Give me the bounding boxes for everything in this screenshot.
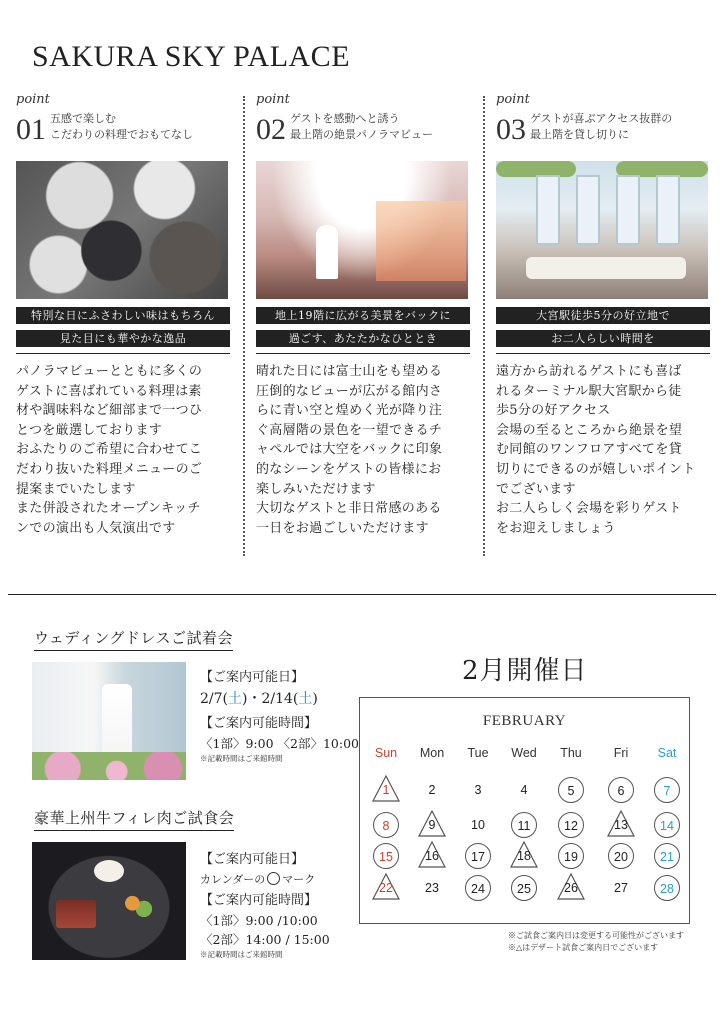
calendar-day-triangle xyxy=(608,812,634,838)
calendar-day-circled: 19 xyxy=(558,843,584,869)
point-body xyxy=(496,362,710,538)
weekday-header: Fri xyxy=(613,746,629,760)
weekday-header: Thu xyxy=(560,746,582,760)
body-line: をお迎えしましょう xyxy=(496,520,616,536)
point-label: point xyxy=(16,92,50,107)
tasting-title: 豪華上州牛フィレ肉ご試食会 xyxy=(34,807,234,831)
calendar-day-triangle xyxy=(419,812,445,838)
body-line: 歩5分の好アクセス xyxy=(496,403,611,419)
calendar-day-circled: 6 xyxy=(608,777,634,803)
calendar-day-triangle xyxy=(558,875,584,901)
weekday-header: Mon xyxy=(419,746,445,760)
calendar-day-circled: 15 xyxy=(373,843,399,869)
dessert xyxy=(94,860,124,882)
calendar-day-circled: 24 xyxy=(465,875,491,901)
caption-bar: 地上19階に広がる美景をバックに xyxy=(256,307,470,324)
body-line: 一日をお過ごしいただけます xyxy=(256,520,429,536)
body-line: ンでの演出も人気演出です xyxy=(16,520,176,536)
window xyxy=(656,175,680,245)
window xyxy=(576,175,600,245)
calendar-day-circled: 5 xyxy=(558,777,584,803)
body-line: ゲストに喜ばれている料理は素 xyxy=(16,383,202,399)
point-body xyxy=(256,362,470,538)
time-note: ※記載時間はご来館時間 xyxy=(200,950,283,959)
calendar-day-circled: 7 xyxy=(654,777,680,803)
body-line: 提案までいたします xyxy=(16,481,136,497)
day-number: 18 xyxy=(517,849,531,863)
point-header xyxy=(496,109,710,145)
body-line: らに青い空と煌めく光が降り注 xyxy=(256,403,443,419)
window xyxy=(616,175,640,245)
point-label: point xyxy=(256,92,290,107)
calendar-day-circled: 21 xyxy=(654,843,680,869)
body-line: だわり抜いた料理メニューのご xyxy=(16,461,203,477)
available-dates xyxy=(200,688,359,710)
date-text: 2/7( xyxy=(200,691,228,707)
day-number: 16 xyxy=(425,849,439,863)
point-title-line: 五感で楽しむ xyxy=(50,112,116,125)
bride-figure xyxy=(316,225,338,279)
point-column-1 xyxy=(16,92,230,538)
beef-photo xyxy=(32,842,186,960)
body-line: 切りにできるのが嬉しいポイント xyxy=(496,461,696,477)
point-title-line: ゲストが喜ぶアクセス抜群の xyxy=(530,112,673,125)
available-dates-heading: 【ご案内可能日】 xyxy=(200,670,305,685)
calendar-day: 23 xyxy=(425,881,439,895)
calendar-day-circled: 28 xyxy=(654,875,680,901)
day-number: 9 xyxy=(428,818,436,832)
body-line: む同館のワンフロアすべてを貸 xyxy=(496,442,682,458)
calendar-day: 2 xyxy=(428,783,436,797)
available-times-heading: 【ご案内可能時間】 xyxy=(200,893,318,908)
note-line: ※△はデザート試食ご案内日でございます xyxy=(508,943,659,952)
garnish xyxy=(114,888,160,926)
circle-mark-icon xyxy=(267,872,280,885)
point-header xyxy=(256,109,470,145)
calendar-day-triangle xyxy=(373,777,399,803)
note-text: マーク xyxy=(282,873,316,886)
available-times: 〈2部〉14:00 / 15:00 xyxy=(200,932,330,947)
calendar-month: FEBRUARY xyxy=(482,713,567,729)
body-line: おふたりのご希望に合わせてこ xyxy=(16,442,203,458)
point-title-line: 最上階を貸し切りに xyxy=(530,128,629,141)
caption-bar: 大宮駅徒歩5分の好立地で xyxy=(496,307,710,324)
body-line: ャペルでは大空をバックに印象 xyxy=(256,442,443,458)
body-line: 大切なゲストと非日常感のある xyxy=(256,501,442,517)
body-line: 晴れた日には富士山をも望める xyxy=(256,364,443,379)
dress-info xyxy=(200,666,359,765)
point-header xyxy=(16,109,230,145)
calendar-day-circled: 17 xyxy=(465,843,491,869)
calendar-day-circled: 25 xyxy=(511,875,537,901)
saturday-mark: 土 xyxy=(228,691,242,707)
date-text: )・2/14( xyxy=(242,691,299,707)
available-dates-heading: 【ご案内可能日】 xyxy=(200,852,305,867)
body-line: 材や調味料など細部まで一つひ xyxy=(16,403,203,419)
body-line: 圧倒的なビューが広がる館内さ xyxy=(256,383,443,399)
time-note: ※記載時間はご来館時間 xyxy=(200,754,283,763)
calendar-day-circled: 11 xyxy=(511,812,537,838)
point-number: 03 xyxy=(496,113,526,146)
banquet-table xyxy=(526,257,686,279)
flowers xyxy=(32,752,186,780)
point-title xyxy=(50,111,193,145)
calendar-day: 27 xyxy=(614,881,628,895)
body-line: とつを厳選しております xyxy=(16,422,163,438)
calendar-day-triangle xyxy=(373,875,399,901)
calendar-day-triangle xyxy=(419,843,445,869)
body-line: お二人らしく会場を彩りゲスト xyxy=(496,501,682,517)
section-divider xyxy=(8,594,716,595)
point-number: 01 xyxy=(16,113,46,146)
body-line: また併設されたオープンキッチ xyxy=(16,501,201,517)
divider xyxy=(16,353,230,354)
divider xyxy=(496,353,710,354)
point-title-line: 最上階の絶景パノラマビュー xyxy=(290,128,433,141)
banquet-photo xyxy=(496,161,708,299)
dotted-divider xyxy=(243,96,245,556)
caption-bar: 見た目にも華やかな逸品 xyxy=(16,330,230,347)
brand-title: SAKURA SKY PALACE xyxy=(32,40,351,73)
available-times: 〈1部〉9:00 〈2部〉10:00 xyxy=(200,736,359,751)
point-column-3 xyxy=(496,92,710,538)
calendar-notes xyxy=(508,930,684,954)
point-title xyxy=(530,111,672,145)
day-number: 1 xyxy=(382,783,390,797)
caption-bar: 特別な日にふさわしい味はもちろん xyxy=(16,307,230,324)
calendar-day: 4 xyxy=(520,783,528,797)
calendar-day-circled: 12 xyxy=(558,812,584,838)
sunset-window xyxy=(376,201,466,281)
point-label: point xyxy=(496,92,530,107)
calendar-day-circled: 14 xyxy=(654,812,680,838)
calendar-day: 3 xyxy=(474,783,482,797)
caption-bar: お二人らしい時間を xyxy=(496,330,710,347)
day-number: 13 xyxy=(614,818,628,832)
weekday-header: Tue xyxy=(467,746,489,760)
tasting-info xyxy=(200,848,330,961)
body-line: 的なシーンをゲストの皆様にお xyxy=(256,461,442,477)
dish-photo xyxy=(16,161,228,299)
window xyxy=(536,175,560,245)
point-title-line: こだわりの料理でおもてなし xyxy=(50,128,193,141)
dress-fitting-title: ウェディングドレスご試着会 xyxy=(34,627,233,651)
point-number: 02 xyxy=(256,113,286,146)
body-line: れるターミナル駅大宮駅から徒 xyxy=(496,383,682,399)
note-text: カレンダーの xyxy=(200,873,266,886)
point-title-line: ゲストを感動へと誘う xyxy=(290,112,400,125)
body-line: 会場の至るところから絶景を望 xyxy=(496,422,683,438)
saturday-mark: 土 xyxy=(298,691,313,707)
body-line: ぐ高層階の景色を一望できるチ xyxy=(256,422,443,438)
body-line: 遠方から訪れるゲストにも喜ば xyxy=(496,364,682,379)
dotted-divider xyxy=(483,96,485,556)
point-title xyxy=(290,111,433,145)
date-text: ) xyxy=(312,691,318,707)
point-body xyxy=(16,362,230,538)
calendar-day-circled: 20 xyxy=(608,843,634,869)
body-line: 楽しみいただけます xyxy=(256,481,376,497)
available-times: 〈1部〉9:00 /10:00 xyxy=(200,913,318,928)
caption-bar: 過ごす、あたたかなひととき xyxy=(256,330,470,347)
body-line: でございます xyxy=(496,481,576,497)
available-times-heading: 【ご案内可能時間】 xyxy=(200,716,318,731)
chapel-photo xyxy=(256,161,468,299)
point-column-2 xyxy=(256,92,470,538)
weekday-header: Sun xyxy=(374,746,398,760)
calendar xyxy=(359,697,690,924)
note-line: ※ご試食ご案内日は変更する可能性がございます xyxy=(508,931,684,940)
day-number: 22 xyxy=(379,881,393,895)
calendar-day-circled: 8 xyxy=(373,812,399,838)
weekday-header: Sat xyxy=(657,746,677,760)
calendar-mark-note xyxy=(200,870,330,889)
calendar-day: 10 xyxy=(471,818,485,832)
weekday-header: Wed xyxy=(511,746,537,760)
body-line: パノラマビューとともに多くの xyxy=(16,364,203,379)
beef-fillet xyxy=(56,900,96,928)
event-heading: 2月開催日 xyxy=(462,656,588,686)
dress-photo xyxy=(32,662,186,780)
divider xyxy=(256,353,470,354)
calendar-day-triangle xyxy=(511,843,537,869)
day-number: 26 xyxy=(564,881,578,895)
